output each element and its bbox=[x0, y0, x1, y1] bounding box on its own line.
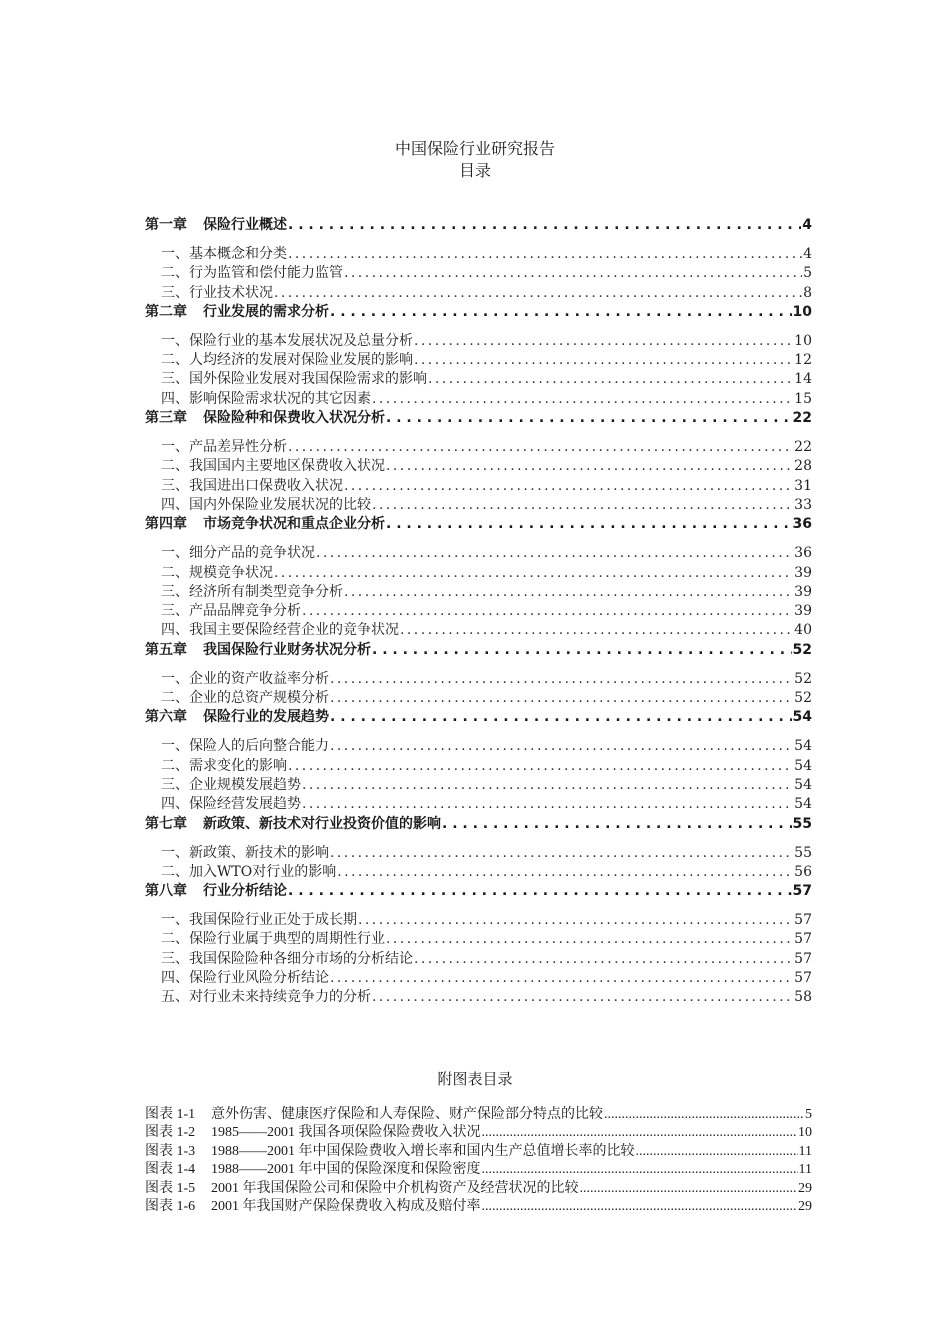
toc-section-list bbox=[145, 245, 812, 303]
toc-section-title: 二、人均经济的发展对保险业发展的影响 bbox=[161, 352, 413, 369]
toc-section-title: 四、我国主要保险经营企业的竞争状况 bbox=[161, 622, 399, 639]
toc-section-title: 三、国外保险业发展对我国保险需求的影响 bbox=[161, 371, 427, 388]
toc-section-entry[interactable] bbox=[145, 911, 812, 930]
figure-label: 图表 1-3 bbox=[145, 1143, 196, 1159]
figure-title: 2001 年我国保险公司和保险中介机构资产及经营状况的比较 bbox=[211, 1180, 579, 1196]
toc-chapter-entry[interactable] bbox=[145, 515, 812, 534]
dot-leader bbox=[636, 1143, 798, 1161]
toc-section-entry[interactable] bbox=[145, 284, 812, 303]
toc-section-page: 14 bbox=[794, 371, 812, 388]
figure-page: 29 bbox=[798, 1180, 812, 1196]
toc-chapter-entry[interactable] bbox=[145, 409, 812, 428]
toc-section-page: 10 bbox=[794, 332, 812, 349]
toc-section-list bbox=[145, 844, 812, 883]
toc-section-title: 二、规模竞争状况 bbox=[161, 564, 273, 581]
toc-section-title: 一、企业的资产收益率分析 bbox=[161, 670, 329, 687]
toc-section-entry[interactable] bbox=[145, 930, 812, 949]
toc-chapter-heading bbox=[145, 515, 385, 534]
toc-chapter-group bbox=[145, 708, 812, 814]
toc-section-page: 8 bbox=[803, 284, 812, 301]
toc-chapter-title: 市场竞争状况和重点企业分析 bbox=[203, 516, 385, 533]
toc-section-page: 12 bbox=[794, 352, 812, 369]
toc-section-entry[interactable] bbox=[145, 438, 812, 457]
toc-chapter-group bbox=[145, 216, 812, 303]
toc-section-entry[interactable] bbox=[145, 621, 812, 640]
dot-leader bbox=[428, 370, 793, 389]
dot-leader bbox=[386, 409, 792, 428]
toc-section-title: 一、基本概念和分类 bbox=[161, 246, 287, 262]
toc-chapter-group bbox=[145, 303, 812, 409]
figure-label: 图表 1-2 bbox=[145, 1125, 196, 1141]
toc-section-entry[interactable] bbox=[145, 776, 812, 795]
toc-section-title: 三、产品品牌竞争分析 bbox=[161, 603, 301, 620]
toc-chapter-heading bbox=[145, 708, 329, 727]
toc-section-title: 四、国内外保险业发展状况的比较 bbox=[161, 496, 371, 513]
toc-section-page: 57 bbox=[794, 970, 812, 987]
toc-chapter-title: 行业分析结论 bbox=[203, 883, 287, 900]
toc-section-page: 28 bbox=[794, 458, 812, 475]
figure-page: 11 bbox=[798, 1162, 812, 1178]
toc-chapter-label: 第一章 bbox=[145, 217, 187, 233]
toc-section-title: 四、保险经营发展趋势 bbox=[161, 796, 301, 813]
toc-section-list bbox=[145, 911, 812, 1007]
dot-leader bbox=[372, 496, 793, 515]
figure-page: 11 bbox=[798, 1143, 812, 1159]
toc-section-entry[interactable] bbox=[145, 457, 812, 476]
toc-section-page: 39 bbox=[794, 603, 812, 620]
toc-section-title: 四、保险行业风险分析结论 bbox=[161, 970, 329, 987]
toc-section-entry[interactable] bbox=[145, 564, 812, 583]
toc-chapter-label: 第二章 bbox=[145, 303, 187, 320]
toc-section-page: 40 bbox=[794, 622, 812, 639]
toc-chapter-label: 第四章 bbox=[145, 516, 187, 533]
dot-leader bbox=[302, 602, 793, 621]
toc-section-page: 55 bbox=[794, 844, 812, 861]
figure-title: 1985——2001 我国各项保险保险费收入状况 bbox=[211, 1125, 481, 1141]
dot-leader bbox=[414, 351, 793, 370]
toc-chapter-entry[interactable] bbox=[145, 303, 812, 322]
toc-section-title: 一、我国保险行业正处于成长期 bbox=[161, 912, 357, 929]
figure-title: 1988——2001 年中国保险费收入增长率和国内生产总值增长率的比较 bbox=[211, 1143, 635, 1159]
toc-section-title: 二、需求变化的影响 bbox=[161, 757, 287, 774]
figure-list bbox=[145, 1106, 812, 1216]
figure-label: 图表 1-1 bbox=[145, 1107, 196, 1122]
figure-label: 图表 1-4 bbox=[145, 1162, 196, 1178]
figure-title: 1988——2001 年中国的保险深度和保险密度 bbox=[211, 1162, 481, 1178]
toc-chapter-title: 行业发展的需求分析 bbox=[203, 303, 329, 320]
dot-leader bbox=[414, 332, 793, 351]
dot-leader bbox=[274, 284, 802, 303]
toc-section-entry[interactable] bbox=[145, 844, 812, 863]
toc-section-title: 五、对行业未来持续竞争力的分析 bbox=[161, 989, 371, 1006]
toc-chapter-heading bbox=[145, 882, 287, 901]
toc-chapter-title: 新政策、新技术对行业投资价值的影响 bbox=[203, 815, 441, 832]
toc-section-title: 一、保险人的后向整合能力 bbox=[161, 738, 329, 755]
document-title: 中国保险行业研究报告 bbox=[394, 139, 555, 158]
toc-section-title: 三、我国保险险种各细分市场的分析结论 bbox=[161, 950, 413, 967]
figure-heading bbox=[145, 1143, 635, 1161]
toc-chapter-label: 第七章 bbox=[145, 815, 187, 832]
toc-section-entry[interactable] bbox=[145, 370, 812, 389]
dot-leader bbox=[316, 544, 793, 563]
dot-leader bbox=[288, 438, 793, 457]
toc-section-entry[interactable] bbox=[145, 737, 812, 756]
dot-leader bbox=[288, 882, 792, 901]
toc-section-page: 54 bbox=[794, 738, 812, 755]
toc-section-entry[interactable] bbox=[145, 583, 812, 602]
toc-section-title: 二、我国国内主要地区保费收入状况 bbox=[161, 458, 385, 475]
toc-chapter-page: 57 bbox=[792, 883, 812, 900]
dot-leader bbox=[344, 264, 802, 283]
toc-section-entry[interactable] bbox=[145, 477, 812, 496]
dot-leader bbox=[386, 515, 792, 534]
toc-chapter-title: 保险险种和保费收入状况分析 bbox=[203, 410, 385, 427]
dot-leader bbox=[337, 863, 793, 882]
dot-leader bbox=[414, 950, 793, 969]
toc-section-page: 22 bbox=[794, 439, 812, 456]
toc-section-title: 三、企业规模发展趋势 bbox=[161, 776, 301, 793]
toc-section-title: 一、细分产品的竞争状况 bbox=[161, 545, 315, 562]
toc-chapter-entry[interactable] bbox=[145, 708, 812, 727]
figure-entry[interactable] bbox=[145, 1180, 812, 1198]
toc-section-list bbox=[145, 670, 812, 709]
dot-leader bbox=[580, 1180, 798, 1198]
toc-section-entry[interactable] bbox=[145, 863, 812, 882]
figure-heading bbox=[145, 1180, 579, 1198]
dot-leader bbox=[400, 621, 793, 640]
toc-section-title: 二、保险行业属于典型的周期性行业 bbox=[161, 931, 385, 948]
toc-section-title: 一、保险行业的基本发展状况及总量分析 bbox=[161, 332, 413, 349]
figure-heading bbox=[145, 1161, 481, 1179]
toc-section-entry[interactable] bbox=[145, 496, 812, 515]
toc-chapter-page: 10 bbox=[792, 303, 812, 320]
toc-section-title: 三、我国进出口保费收入状况 bbox=[161, 477, 343, 494]
toc-section-title: 一、新政策、新技术的影响 bbox=[161, 844, 329, 861]
toc-section-entry[interactable] bbox=[145, 390, 812, 409]
toc-chapter-page: 4 bbox=[802, 217, 812, 233]
figure-heading bbox=[145, 1106, 603, 1124]
toc-chapter-group bbox=[145, 815, 812, 883]
dot-leader bbox=[330, 670, 793, 689]
toc-chapter-entry[interactable] bbox=[145, 815, 812, 834]
toc-section-page: 4 bbox=[803, 246, 812, 262]
toc-section-entry[interactable] bbox=[145, 795, 812, 814]
dot-leader bbox=[274, 564, 793, 583]
dot-leader bbox=[330, 844, 793, 863]
dot-leader bbox=[288, 245, 802, 264]
figure-page: 10 bbox=[798, 1125, 812, 1141]
figure-entry[interactable] bbox=[145, 1106, 812, 1124]
toc-section-entry[interactable] bbox=[145, 351, 812, 370]
dot-leader bbox=[330, 708, 792, 727]
dot-leader bbox=[386, 457, 793, 476]
dot-leader bbox=[302, 795, 793, 814]
toc-section-title: 三、行业技术状况 bbox=[161, 284, 273, 301]
figure-list-heading: 附图表目录 bbox=[437, 1070, 513, 1088]
dot-leader bbox=[482, 1124, 798, 1142]
toc-chapter-entry[interactable] bbox=[145, 641, 812, 660]
toc-section-list bbox=[145, 438, 812, 515]
toc-section-page: 54 bbox=[794, 757, 812, 774]
figure-title: 意外伤害、健康医疗保险和人寿保险、财产保险部分特点的比较 bbox=[211, 1107, 603, 1122]
toc-section-page: 57 bbox=[794, 950, 812, 967]
toc-chapter-title: 保险行业概述 bbox=[203, 217, 287, 233]
dot-leader bbox=[330, 737, 793, 756]
toc-section-page: 52 bbox=[794, 670, 812, 687]
figure-page: 5 bbox=[805, 1107, 812, 1122]
figure-title: 2001 年我国财产保险保费收入构成及赔付率 bbox=[211, 1198, 481, 1214]
toc-chapter-entry[interactable] bbox=[145, 882, 812, 901]
figure-entry[interactable] bbox=[145, 1143, 812, 1161]
toc-chapter-label: 第八章 bbox=[145, 883, 187, 900]
toc-chapter-title: 我国保险行业财务状况分析 bbox=[203, 641, 371, 658]
dot-leader bbox=[372, 390, 793, 409]
toc-section-list bbox=[145, 544, 812, 640]
toc-section-page: 54 bbox=[794, 796, 812, 813]
toc-chapter-heading bbox=[145, 641, 371, 660]
toc-section-entry[interactable] bbox=[145, 264, 812, 283]
dot-leader bbox=[288, 757, 793, 776]
toc-section-entry[interactable] bbox=[145, 332, 812, 351]
dot-leader bbox=[372, 641, 792, 660]
table-of-contents bbox=[145, 216, 812, 1008]
toc-section-title: 二、加入WTO对行业的影响 bbox=[161, 863, 337, 880]
toc-chapter-entry[interactable] bbox=[145, 216, 812, 235]
toc-chapter-heading bbox=[145, 303, 329, 322]
toc-section-page: 5 bbox=[803, 265, 812, 282]
dot-leader bbox=[358, 911, 793, 930]
dot-leader bbox=[372, 988, 793, 1007]
toc-section-title: 二、企业的总资产规模分析 bbox=[161, 690, 329, 707]
dot-leader bbox=[344, 583, 793, 602]
toc-section-page: 33 bbox=[794, 496, 812, 513]
toc-section-page: 36 bbox=[794, 545, 812, 562]
toc-section-title: 四、影响保险需求状况的其它因素 bbox=[161, 390, 371, 407]
dot-leader bbox=[288, 216, 801, 235]
toc-chapter-label: 第六章 bbox=[145, 709, 187, 726]
toc-chapter-page: 55 bbox=[792, 815, 812, 832]
toc-chapter-title: 保险行业的发展趋势 bbox=[203, 709, 329, 726]
toc-section-entry[interactable] bbox=[145, 602, 812, 621]
toc-section-title: 三、经济所有制类型竞争分析 bbox=[161, 583, 343, 600]
figure-page: 29 bbox=[798, 1198, 812, 1214]
figure-heading bbox=[145, 1198, 481, 1216]
toc-section-page: 39 bbox=[794, 583, 812, 600]
toc-section-entry[interactable] bbox=[145, 544, 812, 563]
toc-chapter-heading bbox=[145, 815, 441, 834]
toc-chapter-group bbox=[145, 641, 812, 709]
dot-leader bbox=[330, 689, 793, 708]
toc-chapter-group bbox=[145, 515, 812, 640]
toc-section-entry[interactable] bbox=[145, 757, 812, 776]
dot-leader bbox=[330, 969, 793, 988]
toc-chapter-heading bbox=[145, 216, 287, 235]
figure-label: 图表 1-6 bbox=[145, 1198, 196, 1214]
toc-section-entry[interactable] bbox=[145, 950, 812, 969]
toc-chapter-label: 第五章 bbox=[145, 641, 187, 658]
dot-leader bbox=[482, 1198, 798, 1216]
dot-leader bbox=[330, 303, 792, 322]
figure-entry[interactable] bbox=[145, 1161, 812, 1179]
toc-section-page: 57 bbox=[794, 912, 812, 929]
toc-chapter-page: 36 bbox=[792, 516, 812, 533]
toc-section-page: 57 bbox=[794, 931, 812, 948]
dot-leader bbox=[302, 776, 793, 795]
toc-section-list bbox=[145, 737, 812, 814]
toc-section-entry[interactable] bbox=[145, 670, 812, 689]
toc-section-page: 39 bbox=[794, 564, 812, 581]
figure-entry[interactable] bbox=[145, 1124, 812, 1142]
toc-section-page: 58 bbox=[794, 989, 812, 1006]
toc-chapter-group bbox=[145, 882, 812, 1007]
dot-leader bbox=[442, 815, 792, 834]
dot-leader bbox=[604, 1106, 804, 1124]
figure-heading bbox=[145, 1124, 481, 1142]
dot-leader bbox=[482, 1161, 798, 1179]
toc-chapter-label: 第三章 bbox=[145, 410, 187, 427]
toc-section-title: 二、行为监管和偿付能力监管 bbox=[161, 265, 343, 282]
toc-section-page: 54 bbox=[794, 776, 812, 793]
toc-chapter-heading bbox=[145, 409, 385, 428]
toc-section-entry[interactable] bbox=[145, 689, 812, 708]
dot-leader bbox=[344, 477, 793, 496]
toc-chapter-group bbox=[145, 409, 812, 515]
toc-section-list bbox=[145, 332, 812, 409]
toc-chapter-page: 54 bbox=[792, 709, 812, 726]
toc-section-entry[interactable] bbox=[145, 988, 812, 1007]
toc-section-page: 56 bbox=[794, 863, 812, 880]
toc-chapter-page: 22 bbox=[792, 410, 812, 427]
toc-section-title: 一、产品差异性分析 bbox=[161, 439, 287, 456]
figure-label: 图表 1-5 bbox=[145, 1180, 196, 1196]
dot-leader bbox=[386, 930, 793, 949]
toc-section-page: 31 bbox=[794, 477, 812, 494]
toc-section-page: 15 bbox=[794, 390, 812, 407]
toc-section-page: 52 bbox=[794, 690, 812, 707]
toc-chapter-page: 52 bbox=[792, 641, 812, 658]
toc-section-entry[interactable] bbox=[145, 245, 812, 264]
figure-entry[interactable] bbox=[145, 1198, 812, 1216]
toc-section-entry[interactable] bbox=[145, 969, 812, 988]
toc-heading: 目录 bbox=[458, 161, 491, 180]
